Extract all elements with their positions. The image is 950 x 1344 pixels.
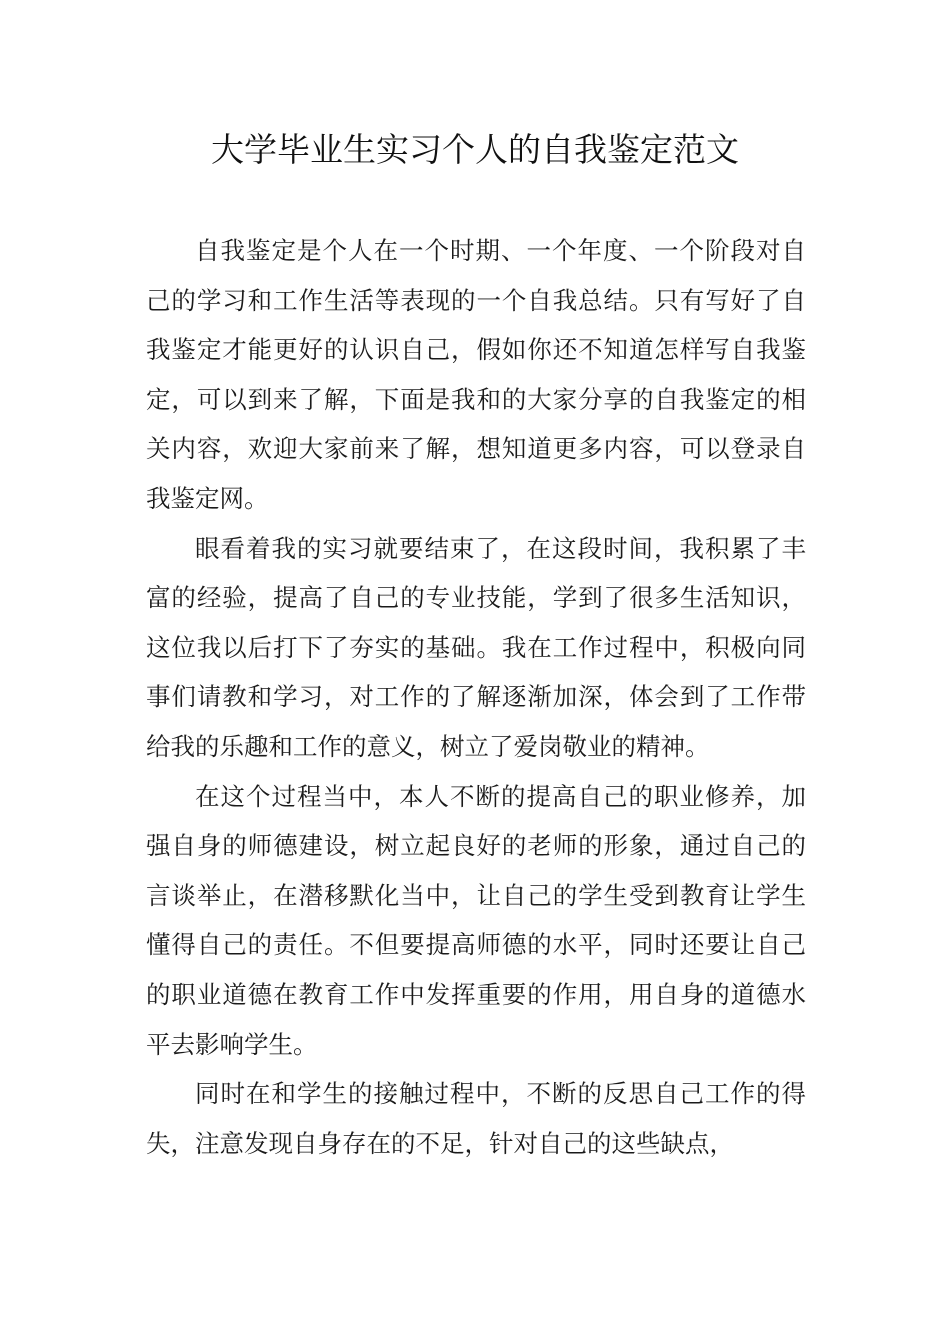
paragraph-3: 在这个过程当中，本人不断的提高自己的职业修养，加强自身的师德建设，树立起良好的老师的形象，通过自己的言谈举止，在潜移默化当中，让自己的学生受到教育让学生懂得自己的责任。不但要提高师德的水平，同时还要让自己的职业道德在教育工作中发挥重要的作用，用自身的道德水平去影响学生。: [146, 781, 806, 1059]
paragraph-2: 眼看着我的实习就要结束了，在这段时间，我积累了丰富的经验，提高了自己的专业技能，学到了很多生活知识，这位我以后打下了夯实的基础。我在工作过程中，积极向同事们请教和学习，对工作的了解逐渐加深，体会到了工作带给我的乐趣和工作的意义，树立了爱岗敬业的精神。: [146, 533, 806, 761]
document-title: 大学毕业生实习个人的自我鉴定范文: [211, 130, 739, 169]
paragraph-1: 自我鉴定是个人在一个时期、一个年度、一个阶段对自己的学习和工作生活等表现的一个自我总结。只有写好了自我鉴定才能更好的认识自己，假如你还不知道怎样写自我鉴定，可以到来了解，下面是我和的大家分享的自我鉴定的相关内容，欢迎大家前来了解，想知道更多内容，可以登录自我鉴定网。: [146, 236, 806, 513]
paragraph-4: 同时在和学生的接触过程中，不断的反思自己工作的得失，注意发现自身存在的不足，针对自己的这些缺点，: [146, 1079, 806, 1158]
document-body: [146, 226, 806, 1168]
